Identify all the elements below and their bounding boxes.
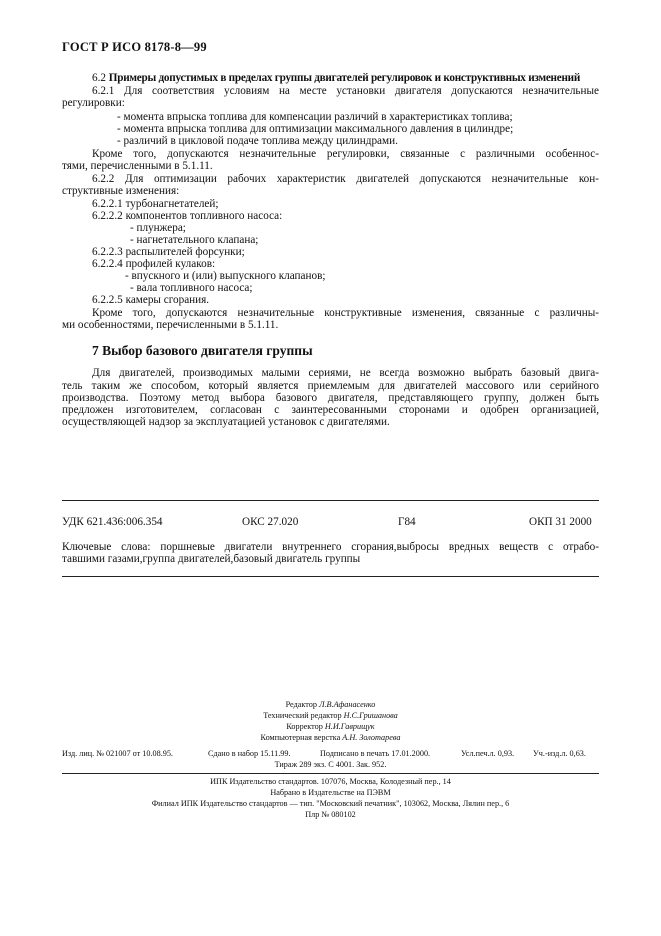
oks-code: ОКС 27.020: [242, 516, 299, 528]
bullet-item: - момента впрыска топлива для оптимизации максимального давления в цилиндре;: [117, 123, 514, 135]
list-item-6-2-2-3: 6.2.2.3 распылителей форсунки;: [92, 246, 245, 258]
imprint-print-sheets: Усл.печ.л. 0,93.: [461, 749, 515, 758]
okp-code: ОКП 31 2000: [529, 516, 592, 528]
imprint-pub-sheets: Уч.-изд.л. 0,63.: [533, 749, 586, 758]
bullet-item: - различий в цикловой подаче топлива между цилиндрами.: [117, 135, 398, 147]
list-item-6-2-2-5: 6.2.2.5 камеры сгорания.: [92, 294, 210, 306]
section-7-text-line: тель таким же способом, который является приемлемым для двигателей массового или серийного: [62, 380, 599, 392]
imprint-typeset: Сдано в набор 15.11.99.: [208, 749, 291, 758]
paragraph-also-1-line1: Кроме того, допускаются незначительные регулировки, связанные с различными особеннос-: [92, 148, 599, 160]
paragraph-also-2-line1: Кроме того, допускаются незначительные конструктивные изменения, связанные с различны-: [92, 307, 599, 319]
section-7-heading: 7 Выбор базового двигателя группы: [92, 343, 313, 358]
sub-bullet-item: - плунжера;: [130, 222, 186, 234]
publisher-line: Плр № 080102: [305, 810, 356, 819]
publisher-line: Филиал ИПК Издательство стандартов — тип. "Московский печатник", 103062, Москва, Лялин пер., 6: [151, 799, 510, 808]
section-7-text-line: Для двигателей, производимых малыми сериями, не всегда возможно выбрать базовый двига-: [92, 367, 599, 379]
paragraph-6-2-1-line2: регулировки:: [62, 97, 125, 109]
paragraph-6-2-2-line2: структивные изменения:: [62, 185, 180, 197]
paragraph-6-2-1-line1: 6.2.1 Для соответствия условиям на месте установки двигателя допускаются незначительные: [92, 85, 599, 97]
section-7-text-line: осуществляющей надзор за эксплуатацией установок с двигателями.: [62, 416, 390, 428]
credit-editor: Редактор Л.В.Афанасенко: [285, 700, 376, 709]
imprint-license: Изд. лиц. № 021007 от 10.08.95.: [62, 749, 173, 758]
section-7-text-line: производства. Поэтому метод выбора базового двигателя, представляющего группу, должен быть: [62, 392, 599, 404]
paragraph-also-1-line2: тями, перечисленными в 5.1.11.: [62, 160, 213, 172]
heading-number: 6.2: [92, 72, 106, 84]
section-6-2-heading: [92, 72, 580, 85]
list-item-6-2-2-1: 6.2.2.1 турбонагнетателей;: [92, 198, 219, 210]
paragraph-also-2-line2: ми особенностями, перечисленными в 5.1.11.: [62, 319, 279, 331]
divider-line: [62, 576, 599, 577]
imprint-run: Тираж 289 экз. С 4001. Зак. 952.: [274, 760, 387, 769]
publisher-line: ИПК Издательство стандартов. 107076, Москва, Колодезный пер., 14: [210, 777, 451, 786]
divider-line: [62, 500, 599, 501]
publisher-line: Набрано в Издательстве на ПЭВМ: [270, 788, 391, 797]
heading-text: Примеры допустимых в пределах группы двигателей регулировок и конструктивных изменений: [108, 72, 581, 84]
bullet-item: - момента впрыска топлива для компенсации различий в характеристиках топлива;: [117, 111, 513, 123]
sub-bullet-item: - вала топливного насоса;: [130, 282, 253, 294]
keywords-line: Ключевые слова: поршневые двигатели внутреннего сгорания,выбросы вредных веществ с отрабо-: [62, 541, 599, 553]
list-item-6-2-2-4: 6.2.2.4 профилей кулаков:: [92, 258, 216, 270]
keywords-line: тавшими газами,группа двигателей,базовый двигатель группы: [62, 553, 361, 565]
paragraph-6-2-2-line1: 6.2.2 Для оптимизации рабочих характеристик двигателей допускаются незначительные кон-: [92, 173, 599, 185]
sub-bullet-item: - нагнетательного клапана;: [130, 234, 259, 246]
credit-layout: Компьютерная верстка А.Н. Золотарева: [260, 733, 401, 742]
section-7-text-line: предложен изготовителем, согласован с заинтересованными сторонами и одобрен организацией,: [62, 404, 599, 416]
sub-bullet-item: - впускного и (или) выпускного клапанов;: [125, 270, 326, 282]
credit-tech-editor: Технический редактор Н.С.Гришанова: [263, 711, 398, 720]
imprint-signed: Подписано в печать 17.01.2000.: [320, 749, 431, 758]
list-item-6-2-2-2: 6.2.2.2 компонентов топливного насоса:: [92, 210, 283, 222]
document-header: ГОСТ Р ИСО 8178-8—99: [62, 40, 207, 54]
credit-corrector: Корректор Н.И.Гаврищук: [286, 722, 375, 731]
udk-code: УДК 621.436:006.354: [62, 516, 163, 528]
g-code: Г84: [398, 516, 416, 528]
divider-line: [62, 773, 599, 774]
